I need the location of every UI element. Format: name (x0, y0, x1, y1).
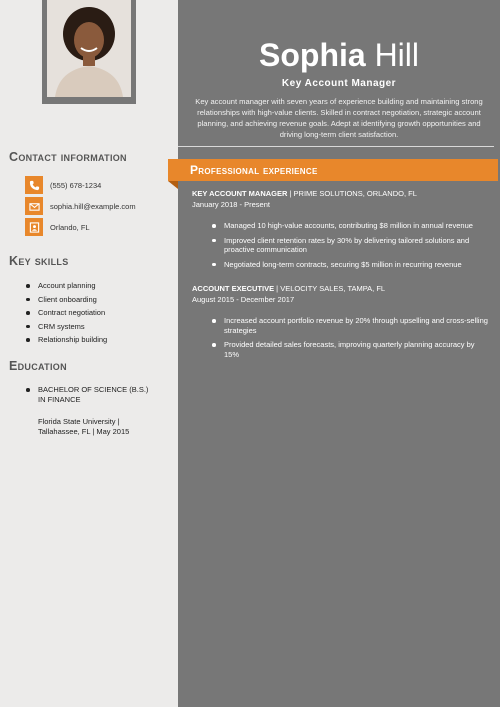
skill-item: Account planning (24, 281, 107, 291)
job-bullet: Provided detailed sales forecasts, improving quarterly planning accuracy by 15% (212, 340, 488, 359)
skill-item: Client onboarding (24, 295, 107, 305)
job-1-role: KEY ACCOUNT MANAGER (192, 189, 288, 198)
contact-location-row (25, 218, 90, 236)
email-address: sophia.hill@example.com (50, 201, 136, 211)
job-2-header (192, 284, 385, 293)
degree-line-2: IN FINANCE (38, 394, 81, 404)
skill-item: Relationship building (24, 335, 107, 345)
job-bullet: Negotiated long-term contracts, securing $5 million in recurring revenue (212, 260, 488, 270)
first-name: Sophia (259, 37, 366, 73)
skills-list (24, 281, 107, 345)
school-line-1: Florida State University | (38, 417, 120, 426)
skill-item: CRM systems (24, 322, 107, 332)
contact-email-row (25, 197, 136, 215)
school-info (38, 417, 129, 437)
profile-photo (47, 0, 131, 97)
banner-fold (168, 181, 178, 189)
job-1-company: | PRIME SOLUTIONS, ORLANDO, FL (287, 189, 417, 198)
job-bullet: Improved client retention rates by 30% by delivering tailored solutions and proactive communication (212, 236, 488, 255)
phone-icon (25, 176, 43, 194)
job-title: Key Account Manager (281, 78, 397, 89)
school-line-2: Tallahassee, FL | May 2015 (38, 427, 130, 436)
job-1-dates: January 2018 - Present (192, 200, 270, 209)
degree (24, 385, 148, 404)
contact-phone-row (25, 176, 101, 194)
job-bullet: Managed 10 high-value accounts, contributing $8 million in annual revenue (212, 221, 488, 231)
experience-section-title: Professional experience (190, 163, 318, 177)
job-bullet: Increased account portfolio revenue by 20% through upselling and cross-selling strategies (212, 316, 488, 335)
job-1-bullets (212, 221, 488, 269)
last-name: Hill (374, 37, 419, 73)
degree-line-1: BACHELOR OF SCIENCE (B.S.) (38, 385, 149, 394)
phone-number: (555) 678-1234 (50, 180, 102, 190)
person-portrait-icon (47, 0, 131, 97)
header-divider (178, 146, 494, 147)
job-2-company: | VELOCITY SALES, TAMPA, FL (274, 284, 386, 293)
sidebar (0, 0, 178, 707)
contact-section-title: Contact information (9, 150, 127, 164)
education-section-title: Education (9, 359, 67, 373)
skills-section-title: Key skills (9, 254, 69, 268)
job-2-dates: August 2015 - December 2017 (192, 295, 295, 304)
job-2-bullets (212, 316, 488, 359)
job-2-role: ACCOUNT EXECUTIVE (192, 284, 275, 293)
skill-item: Contract negotiation (24, 308, 107, 318)
profile-photo-frame (42, 0, 136, 104)
location: Orlando, FL (50, 222, 90, 232)
candidate-name (178, 36, 500, 74)
profile-summary: Key account manager with seven years of experience building and maintaining strong relationships with high-value clients. Skilled in contract negotiation, strategic account planning, and achieving revenue goals. Adept at identifying growth opportunities and driving long-term client satisfaction. (195, 97, 483, 139)
job-1-header (192, 189, 417, 198)
envelope-icon (25, 197, 43, 215)
contact-card-icon (25, 218, 43, 236)
education-list (24, 385, 148, 404)
